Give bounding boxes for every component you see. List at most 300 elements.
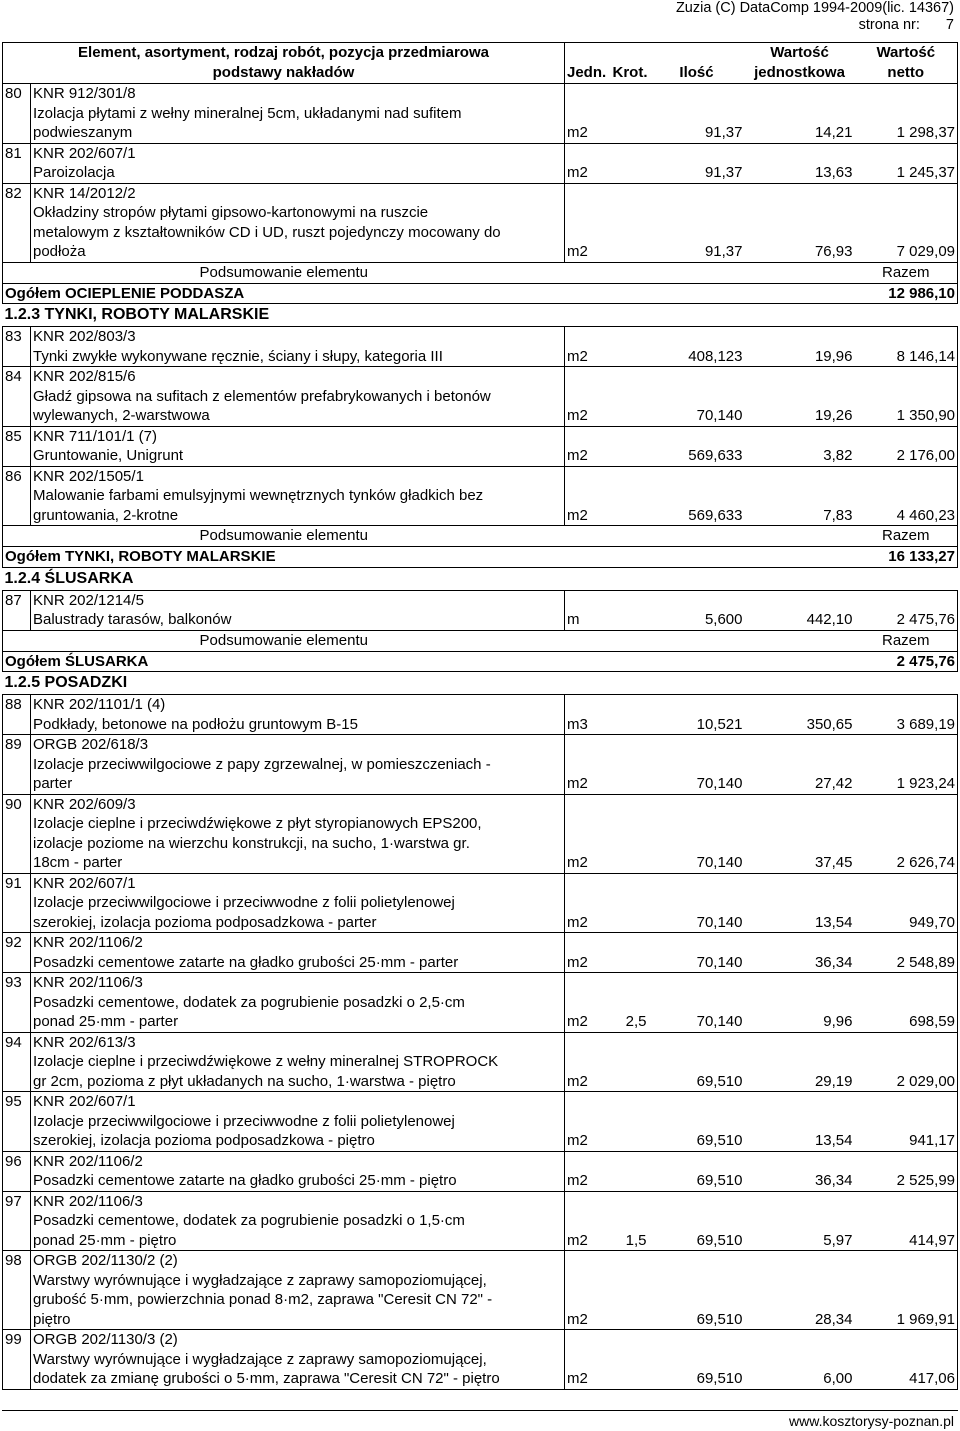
section-heading-row — [3, 304, 958, 327]
position-net-value: 1 969,91 — [855, 1310, 958, 1330]
position-unit-price: 27,42 — [745, 774, 855, 794]
position-code-filler — [565, 327, 958, 347]
position-desc-filler — [565, 755, 958, 775]
col-krot-header: Krot. — [611, 43, 649, 84]
position-code: KNR 202/1101/1 (4) — [31, 695, 565, 715]
position-description-line: piętro — [31, 1310, 565, 1330]
position-description-line: Izolacje przeciwwilgociowe z papy zgrzewalnej, w pomieszczeniach - — [33, 755, 491, 773]
position-unit: m2 — [565, 1072, 611, 1092]
position-net-value: 1 245,37 — [855, 163, 958, 183]
position-code-filler — [565, 1191, 958, 1211]
position-quantity: 10,521 — [649, 715, 745, 735]
position-code-row — [3, 735, 958, 755]
summary-label: Podsumowanie elementu — [3, 262, 565, 283]
section-heading: 1.2.3 TYNKI, ROBOTY MALARSKIE — [4, 306, 270, 323]
position-quantity: 5,600 — [649, 610, 745, 630]
position-description-line: Gruntowanie, Unigrunt — [31, 446, 565, 466]
position-code-filler — [565, 590, 958, 610]
position-code-row — [3, 933, 958, 953]
section-total-label: Ogółem OCIEPLENIE PODDASZA — [3, 283, 855, 304]
position-desc-row — [3, 446, 958, 466]
position-code-row — [3, 84, 958, 104]
position-net-value: 2 176,00 — [855, 446, 958, 466]
position-description-line: Paroizolacja — [31, 163, 565, 183]
position-quantity: 70,140 — [649, 913, 745, 933]
position-number: 81 — [3, 143, 31, 183]
position-quantity: 70,140 — [649, 406, 745, 426]
position-desc-row — [3, 1369, 958, 1389]
position-unit: m2 — [565, 506, 611, 526]
section-heading-row — [3, 672, 958, 695]
section-total-value: 12 986,10 — [855, 283, 958, 304]
position-desc-row — [3, 347, 958, 367]
position-unit-price: 19,96 — [745, 347, 855, 367]
position-description-line: gr 2cm, pozioma z płyt układanych na sucho, 1·warstwa - piętro — [31, 1072, 565, 1092]
position-quantity: 69,510 — [649, 1369, 745, 1389]
position-krot — [611, 610, 649, 630]
position-krot — [611, 953, 649, 973]
position-quantity: 408,123 — [649, 347, 745, 367]
position-desc-filler — [565, 814, 958, 834]
position-unit: m2 — [565, 953, 611, 973]
position-code: KNR 202/815/6 — [31, 367, 565, 387]
position-description-line: szerokiej, izolacja pozioma podposadzkowa - parter — [31, 913, 565, 933]
position-desc-row — [3, 993, 958, 1013]
position-unit: m2 — [565, 446, 611, 466]
position-unit: m2 — [565, 853, 611, 873]
position-desc-row — [3, 223, 958, 243]
position-desc-row — [3, 1211, 958, 1231]
position-code-row — [3, 1330, 958, 1350]
position-unit-price: 13,63 — [745, 163, 855, 183]
position-desc-filler — [565, 834, 958, 854]
position-desc-filler — [565, 387, 958, 407]
position-unit: m2 — [565, 774, 611, 794]
position-krot — [611, 1072, 649, 1092]
position-description-line: gruntowania, 2-krotne — [31, 506, 565, 526]
position-desc-filler — [565, 486, 958, 506]
section-total-value: 2 475,76 — [855, 651, 958, 672]
position-net-value: 417,06 — [855, 1369, 958, 1389]
position-description-line: izolacje poziome na wierzchu konstrukcji, na sucho, 1·warstwa gr. — [33, 834, 470, 852]
page-number-line — [676, 17, 954, 34]
position-code-row — [3, 426, 958, 446]
position-description-line: Gładź gipsowa na sufitach z elementów prefabrykowanych i betonów — [33, 387, 491, 405]
position-unit: m2 — [565, 1171, 611, 1191]
position-desc-row — [3, 893, 958, 913]
page-number: 7 — [945, 17, 954, 33]
position-krot — [611, 506, 649, 526]
section-heading: 1.2.5 POSADZKI — [4, 674, 128, 691]
position-desc-row — [3, 1052, 958, 1072]
position-description-line: 18cm - parter — [31, 853, 565, 873]
section-heading-row — [3, 567, 958, 590]
position-description-line: Warstwy wyrównujące i wygładzające z zaprawy samopoziomującej, — [33, 1271, 487, 1289]
position-number: 87 — [3, 590, 31, 630]
position-desc-row — [3, 1271, 958, 1291]
position-number: 92 — [3, 933, 31, 973]
position-code: ORGB 202/1130/2 (2) — [31, 1251, 565, 1271]
position-quantity: 69,510 — [649, 1231, 745, 1251]
position-quantity: 70,140 — [649, 853, 745, 873]
position-krot — [611, 242, 649, 262]
position-desc-row — [3, 486, 958, 506]
position-unit: m2 — [565, 123, 611, 143]
position-code-row — [3, 1092, 958, 1112]
position-unit-price: 28,34 — [745, 1310, 855, 1330]
position-description-line: ponad 25·mm - parter — [31, 1012, 565, 1032]
position-unit-price: 19,26 — [745, 406, 855, 426]
position-net-value: 4 460,23 — [855, 506, 958, 526]
position-code: KNR 202/609/3 — [31, 794, 565, 814]
position-krot — [611, 446, 649, 466]
position-code-filler — [565, 873, 958, 893]
position-number: 90 — [3, 794, 31, 873]
position-desc-row — [3, 506, 958, 526]
position-description-line: Izolacja płytami z wełny mineralnej 5cm, układanymi nad sufitem — [33, 104, 462, 122]
position-unit-price: 3,82 — [745, 446, 855, 466]
position-description-line: podłoża — [31, 242, 565, 262]
position-unit-price: 442,10 — [745, 610, 855, 630]
col-element-header — [3, 43, 565, 84]
position-description-line: ponad 25·mm - piętro — [31, 1231, 565, 1251]
section-total-row — [3, 651, 958, 672]
position-code: KNR 202/613/3 — [31, 1032, 565, 1052]
position-description-line: parter — [31, 774, 565, 794]
position-code: KNR 202/607/1 — [31, 143, 565, 163]
position-quantity: 91,37 — [649, 163, 745, 183]
col-unit-header: Jedn. — [565, 43, 611, 84]
position-description-line: Podkłady, betonowe na podłożu gruntowym B-15 — [31, 715, 565, 735]
cost-estimate-table — [2, 42, 958, 1390]
position-unit: m2 — [565, 1310, 611, 1330]
col-unit-price-header — [745, 43, 855, 84]
position-number: 98 — [3, 1251, 31, 1330]
position-desc-filler — [565, 1350, 958, 1370]
position-desc-row — [3, 1350, 958, 1370]
position-description-line: Balustrady tarasów, balkonów — [31, 610, 565, 630]
position-code-row — [3, 695, 958, 715]
position-description-line: podwieszanym — [31, 123, 565, 143]
footer-site: www.kosztorysy-poznan.pl — [789, 1413, 954, 1429]
position-desc-row — [3, 406, 958, 426]
position-desc-filler — [565, 104, 958, 124]
position-unit-price: 13,54 — [745, 913, 855, 933]
position-desc-row — [3, 834, 958, 854]
position-number: 86 — [3, 466, 31, 526]
position-code-filler — [565, 1251, 958, 1271]
position-number: 84 — [3, 367, 31, 427]
position-code: KNR 202/607/1 — [31, 873, 565, 893]
position-net-value: 1 350,90 — [855, 406, 958, 426]
position-code-row — [3, 367, 958, 387]
position-code-row — [3, 143, 958, 163]
col-element-line1: Element, asortyment, rodzaj robót, pozycja przedmiarowa — [78, 44, 489, 61]
position-krot — [611, 913, 649, 933]
position-code-filler — [565, 84, 958, 104]
position-krot — [611, 853, 649, 873]
position-unit-price: 37,45 — [745, 853, 855, 873]
position-number: 95 — [3, 1092, 31, 1152]
position-description-line: metalowym z kształtowników CD i UD, ruszt pojedynczy mocowany do — [33, 223, 501, 241]
position-desc-row — [3, 610, 958, 630]
position-net-value: 2 626,74 — [855, 853, 958, 873]
position-quantity: 69,510 — [649, 1131, 745, 1151]
position-code-filler — [565, 426, 958, 446]
position-description-line: Posadzki cementowe zatarte na gładko grubości 25·mm - piętro — [31, 1171, 565, 1191]
position-number: 99 — [3, 1330, 31, 1390]
position-code-row — [3, 794, 958, 814]
position-desc-row — [3, 387, 958, 407]
position-quantity: 70,140 — [649, 953, 745, 973]
position-description-line: szerokiej, izolacja pozioma podposadzkowa - piętro — [31, 1131, 565, 1151]
position-code-filler — [565, 794, 958, 814]
col-net-line2: netto — [887, 64, 925, 81]
position-description-line: Izolacje cieplne i przeciwdźwiękowe z płyt styropianowych EPS200, — [33, 815, 482, 832]
position-unit: m3 — [565, 715, 611, 735]
position-desc-filler — [565, 1112, 958, 1132]
position-code: KNR 202/803/3 — [31, 327, 565, 347]
position-code-filler — [565, 933, 958, 953]
position-unit-price: 14,21 — [745, 123, 855, 143]
position-quantity: 70,140 — [649, 1012, 745, 1032]
position-net-value: 2 029,00 — [855, 1072, 958, 1092]
position-unit: m — [565, 610, 611, 630]
position-code-row — [3, 466, 958, 486]
position-desc-row — [3, 242, 958, 262]
position-net-value: 414,97 — [855, 1231, 958, 1251]
position-net-value: 3 689,19 — [855, 715, 958, 735]
position-unit: m2 — [565, 1131, 611, 1151]
col-element-line2: podstawy nakładów — [212, 64, 355, 81]
position-description-line: Posadzki cementowe, dodatek za pogrubienie posadzki o 1,5·cm — [33, 1212, 465, 1229]
position-desc-row — [3, 814, 958, 834]
position-krot — [611, 163, 649, 183]
col-net-line1: Wartość — [876, 44, 936, 61]
page-label: strona nr: — [858, 17, 920, 33]
position-code-row — [3, 183, 958, 203]
position-quantity: 569,633 — [649, 446, 745, 466]
position-unit: m2 — [565, 913, 611, 933]
position-code-filler — [565, 143, 958, 163]
position-unit-price: 29,19 — [745, 1072, 855, 1092]
position-description-line: Warstwy wyrównujące i wygładzające z zaprawy samopoziomującej, — [33, 1350, 487, 1368]
section-total-label: Ogółem ŚLUSARKA — [3, 651, 855, 672]
position-quantity: 69,510 — [649, 1310, 745, 1330]
position-description-line: grubość 5·mm, powierzchnia ponad 8·m2, zaprawa "Ceresit CN 72" - — [33, 1291, 493, 1308]
position-quantity: 91,37 — [649, 123, 745, 143]
position-code-filler — [565, 735, 958, 755]
position-number: 89 — [3, 735, 31, 795]
summary-razem: Razem — [855, 526, 958, 547]
summary-header-row — [3, 526, 958, 547]
position-net-value: 7 029,09 — [855, 242, 958, 262]
summary-spacer — [565, 262, 855, 283]
position-net-value: 698,59 — [855, 1012, 958, 1032]
copyright-text: Zuzia (C) DataComp 1994-2009(lic. 14367) — [675, 0, 954, 16]
position-unit: m2 — [565, 1012, 611, 1032]
position-net-value: 1 298,37 — [855, 123, 958, 143]
position-code-filler — [565, 1032, 958, 1052]
position-code-row — [3, 973, 958, 993]
position-code-row — [3, 1251, 958, 1271]
position-unit: m2 — [565, 1369, 611, 1389]
position-unit-price: 13,54 — [745, 1131, 855, 1151]
position-desc-row — [3, 1131, 958, 1151]
position-code-row — [3, 1151, 958, 1171]
position-code-filler — [565, 695, 958, 715]
position-desc-filler — [565, 1271, 958, 1291]
position-desc-row — [3, 1012, 958, 1032]
position-description-line: Okładziny stropów płytami gipsowo-kartonowymi na ruszcie — [33, 204, 429, 221]
position-description-line: Posadzki cementowe zatarte na gładko grubości 25·mm - parter — [31, 953, 565, 973]
position-krot — [611, 347, 649, 367]
position-quantity: 569,633 — [649, 506, 745, 526]
section-total-label: Ogółem TYNKI, ROBOTY MALARSKIE — [3, 547, 855, 568]
summary-label: Podsumowanie elementu — [3, 630, 565, 651]
position-code: KNR 202/1106/2 — [31, 1151, 565, 1171]
section-total-row — [3, 283, 958, 304]
section-total-value: 16 133,27 — [855, 547, 958, 568]
position-krot — [611, 1310, 649, 1330]
position-krot — [611, 774, 649, 794]
summary-razem: Razem — [855, 262, 958, 283]
position-net-value: 1 923,24 — [855, 774, 958, 794]
position-net-value: 2 525,99 — [855, 1171, 958, 1191]
position-net-value: 2 475,76 — [855, 610, 958, 630]
position-code-filler — [565, 466, 958, 486]
position-description-line: Izolacje cieplne i przeciwdźwiękowe z wełny mineralnej STROPROCK — [33, 1053, 499, 1070]
page-header — [676, 0, 954, 34]
summary-spacer — [565, 526, 855, 547]
position-code: KNR 202/1106/3 — [31, 1191, 565, 1211]
position-number: 83 — [3, 327, 31, 367]
position-unit: m2 — [565, 242, 611, 262]
position-code: KNR 202/1505/1 — [31, 466, 565, 486]
position-krot — [611, 1369, 649, 1389]
position-quantity: 69,510 — [649, 1072, 745, 1092]
position-description-line: Tynki zwykłe wykonywane ręcznie, ściany i słupy, kategoria III — [31, 347, 565, 367]
col-net-header — [855, 43, 958, 84]
position-quantity: 91,37 — [649, 242, 745, 262]
position-krot — [611, 123, 649, 143]
position-code-row — [3, 873, 958, 893]
position-desc-filler — [565, 893, 958, 913]
position-krot — [611, 1171, 649, 1191]
col-unit-price-line1: Wartość — [770, 44, 829, 61]
position-desc-row — [3, 913, 958, 933]
position-code-filler — [565, 183, 958, 203]
position-unit-price: 7,83 — [745, 506, 855, 526]
position-code: ORGB 202/618/3 — [31, 735, 565, 755]
position-krot: 2,5 — [611, 1012, 649, 1032]
position-desc-row — [3, 1112, 958, 1132]
position-unit: m2 — [565, 1231, 611, 1251]
position-code: KNR 202/1214/5 — [31, 590, 565, 610]
position-net-value: 8 146,14 — [855, 347, 958, 367]
position-code: KNR 711/101/1 (7) — [31, 426, 565, 446]
position-description-line: Posadzki cementowe, dodatek za pogrubienie posadzki o 2,5·cm — [33, 993, 465, 1011]
position-code-row — [3, 1191, 958, 1211]
position-quantity: 70,140 — [649, 774, 745, 794]
position-desc-filler — [565, 1290, 958, 1310]
position-desc-row — [3, 203, 958, 223]
position-desc-row — [3, 104, 958, 124]
position-desc-filler — [565, 1211, 958, 1231]
position-description-line: Malowanie farbami emulsyjnymi wewnętrznych tynków gładkich bez — [33, 487, 484, 504]
position-code-row — [3, 1032, 958, 1052]
position-desc-filler — [565, 223, 958, 243]
position-desc-row — [3, 1310, 958, 1330]
position-code: KNR 912/301/8 — [31, 84, 565, 104]
position-krot — [611, 406, 649, 426]
position-desc-row — [3, 1171, 958, 1191]
position-code: KNR 14/2012/2 — [31, 183, 565, 203]
position-number: 94 — [3, 1032, 31, 1092]
col-unit-price-line2: jednostkowa — [754, 64, 845, 81]
position-desc-row — [3, 1290, 958, 1310]
position-unit: m2 — [565, 406, 611, 426]
summary-spacer — [565, 630, 855, 651]
position-code: ORGB 202/1130/3 (2) — [31, 1330, 565, 1350]
position-code-filler — [565, 1330, 958, 1350]
position-description-line: Izolacje przeciwwilgociowe i przeciwwodne z folii polietylenowej — [33, 1112, 455, 1130]
position-desc-filler — [565, 1052, 958, 1072]
position-net-value: 941,17 — [855, 1131, 958, 1151]
summary-header-row — [3, 630, 958, 651]
position-unit-price: 9,96 — [745, 1012, 855, 1032]
position-krot: 1,5 — [611, 1231, 649, 1251]
position-unit-price: 5,97 — [745, 1231, 855, 1251]
position-desc-row — [3, 755, 958, 775]
position-number: 80 — [3, 84, 31, 144]
position-quantity: 69,510 — [649, 1171, 745, 1191]
position-description-line: dodatek za zmianę grubości o 5·mm, zaprawa "Ceresit CN 72" - piętro — [31, 1369, 565, 1389]
position-net-value: 949,70 — [855, 913, 958, 933]
position-number: 91 — [3, 873, 31, 933]
position-number: 82 — [3, 183, 31, 262]
section-total-row — [3, 547, 958, 568]
position-description-line: Izolacje przeciwwilgociowe i przeciwwodne z folii polietylenowej — [33, 894, 455, 911]
position-code-row — [3, 327, 958, 347]
summary-header-row — [3, 262, 958, 283]
summary-razem: Razem — [855, 630, 958, 651]
position-unit: m2 — [565, 347, 611, 367]
position-unit: m2 — [565, 163, 611, 183]
summary-label: Podsumowanie elementu — [3, 526, 565, 547]
position-unit-price: 6,00 — [745, 1369, 855, 1389]
position-description-line: wylewanych, 2-warstwowa — [31, 406, 565, 426]
table-header-row — [3, 43, 958, 84]
col-qty-header: Ilość — [649, 43, 745, 84]
position-number: 96 — [3, 1151, 31, 1191]
position-unit-price: 36,34 — [745, 953, 855, 973]
position-unit-price: 36,34 — [745, 1171, 855, 1191]
section-heading: 1.2.4 ŚLUSARKA — [4, 569, 134, 587]
footer-divider — [2, 1410, 958, 1411]
position-desc-row — [3, 163, 958, 183]
position-desc-filler — [565, 203, 958, 223]
position-code: KNR 202/607/1 — [31, 1092, 565, 1112]
position-code: KNR 202/1106/2 — [31, 933, 565, 953]
position-number: 97 — [3, 1191, 31, 1251]
position-code-filler — [565, 1092, 958, 1112]
position-desc-row — [3, 123, 958, 143]
position-code-filler — [565, 973, 958, 993]
position-code-filler — [565, 367, 958, 387]
position-krot — [611, 715, 649, 735]
position-krot — [611, 1131, 649, 1151]
